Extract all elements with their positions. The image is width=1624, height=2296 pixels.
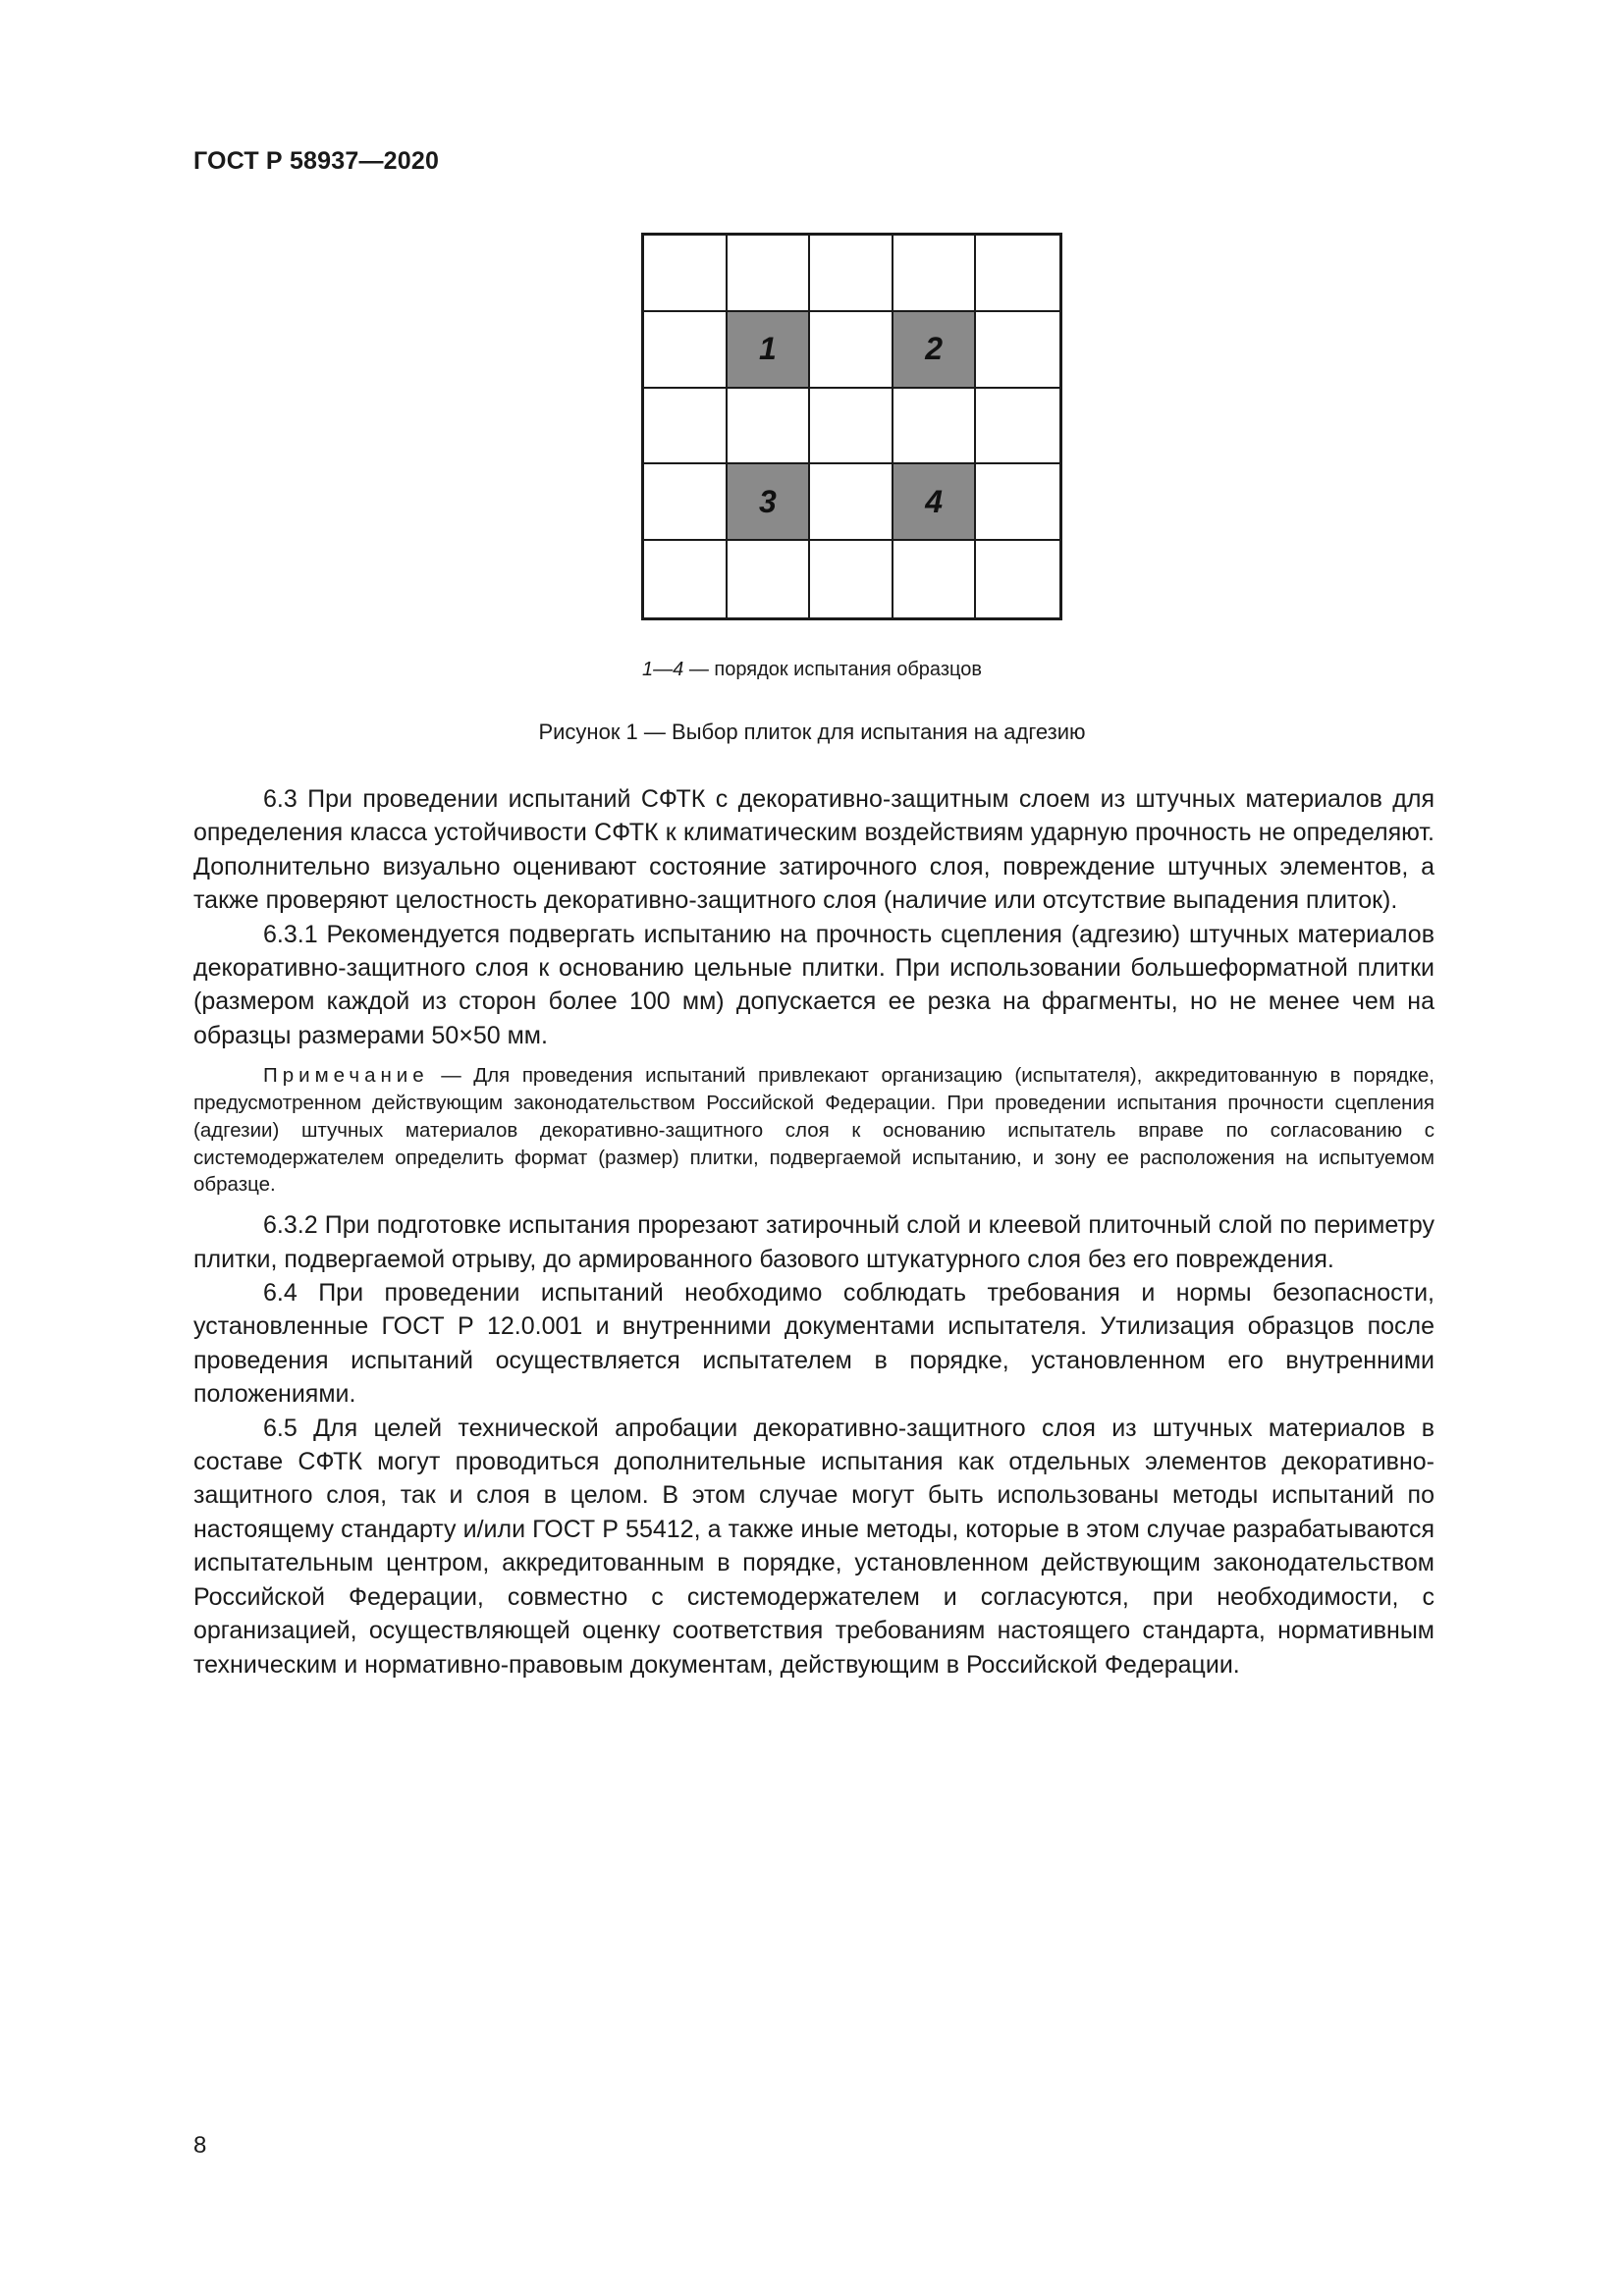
paragraph-6-5: 6.5 Для целей технической апробации декоративно-защитного слоя из штучных материалов в составе СФТК могут проводиться дополнительные испытания как отдельных элементов декоративно-защитного слоя, так и слоя в целом. В этом случае могут быть использованы методы испытаний по настоящему стандарту и/или ГОСТ Р 55412, а также иные методы, которые в этом случае разрабатываются испытательным центром, аккредитованным в порядке, установленном действующим законодательством Российской Федерации, совместно с системодержателем и согласуются, при необходимости, с организацией, осуществляющей оценку соответствия требованиям настоящего стандарта, нормативным техническим и нормативно-правовым документам, действующим в Российской Федерации. xyxy=(193,1414,1435,1679)
figure-caption: Рисунок 1 — Выбор плиток для испытания на адгезию xyxy=(538,720,1086,744)
note-text: — Для проведения испытаний привлекают организацию (испытателя), аккредитованную в порядке, предусмотренном действующим законодательством Российской Федерации. При проведении испытания прочности сцепления (адгезии) штучных материалов декоративно-защитного слоя к основанию испытатель вправе по согласованию с системодержателем определить формат (размер) плитки, подвергаемой испытанию, и зону ее расположения на испытуемом образце. xyxy=(193,1064,1435,1197)
grid-cell xyxy=(644,541,728,617)
test-tile-4: 4 xyxy=(893,464,977,541)
body-text xyxy=(193,782,1435,1682)
grid-cell xyxy=(976,312,1059,389)
grid-cell xyxy=(810,312,893,389)
tile-selection-figure xyxy=(641,233,1062,620)
page-number: 8 xyxy=(193,2132,207,2159)
paragraph-6-4: 6.4 При проведении испытаний необходимо соблюдать требования и нормы безопасности, установленные ГОСТ Р 12.0.001 и внутренними документами испытателя. Утилизация образцов после проведения испытаний осуществляется испытателем в порядке, установленном его внутренними положениями. xyxy=(193,1279,1435,1409)
paragraph-6-3-1: 6.3.1 Рекомендуется подвергать испытанию на прочность сцепления (адгезию) штучных материалов декоративно-защитного слоя к основанию цельные плитки. При использовании большеформатной плитки (размером каждой из сторон более 100 мм) допускается ее резка на фрагменты, но не менее чем на образцы размерами 50×50 мм. xyxy=(193,920,1435,1049)
grid-cell xyxy=(893,236,977,312)
grid-cell xyxy=(893,541,977,617)
grid-cell xyxy=(976,464,1059,541)
grid-cell xyxy=(644,312,728,389)
grid-cell xyxy=(728,236,811,312)
grid-cell xyxy=(810,236,893,312)
figure-legend xyxy=(0,659,1624,681)
test-tile-3: 3 xyxy=(728,464,811,541)
test-tile-1: 1 xyxy=(728,312,811,389)
note-label: Примечание xyxy=(263,1064,429,1088)
grid-cell xyxy=(810,389,893,465)
grid-cell xyxy=(644,236,728,312)
paragraph-6-3: 6.3 При проведении испытаний СФТК с декоративно-защитным слоем из штучных материалов для определения класса устойчивости СФТК к климатическим воздействиям ударную прочность не определяют. Дополнительно визуально оценивают состояние затирочного слоя, повреждение штучных элементов, а также проверяют целостность декоративно-защитного слоя (наличие или отсутствие выпадения плиток). xyxy=(193,785,1435,915)
grid-cell xyxy=(728,541,811,617)
grid-cell xyxy=(644,464,728,541)
test-tile-2: 2 xyxy=(893,312,977,389)
grid-cell xyxy=(810,541,893,617)
grid-cell xyxy=(644,389,728,465)
legend-text: — порядок испытания образцов xyxy=(683,659,982,680)
grid-cell xyxy=(976,541,1059,617)
grid-cell xyxy=(976,389,1059,465)
grid-cell xyxy=(728,389,811,465)
grid-cell xyxy=(810,464,893,541)
note xyxy=(193,1062,1435,1199)
paragraph-6-3-2: 6.3.2 При подготовке испытания прорезают затирочный слой и клеевой плиточный слой по периметру плитки, подвергаемой отрыву, до армированного базового штукатурного слоя без его повреждения. xyxy=(193,1211,1435,1273)
grid-cell xyxy=(976,236,1059,312)
document-code: ГОСТ Р 58937—2020 xyxy=(193,147,440,175)
grid-cell xyxy=(893,389,977,465)
legend-key: 1—4 xyxy=(642,659,684,680)
